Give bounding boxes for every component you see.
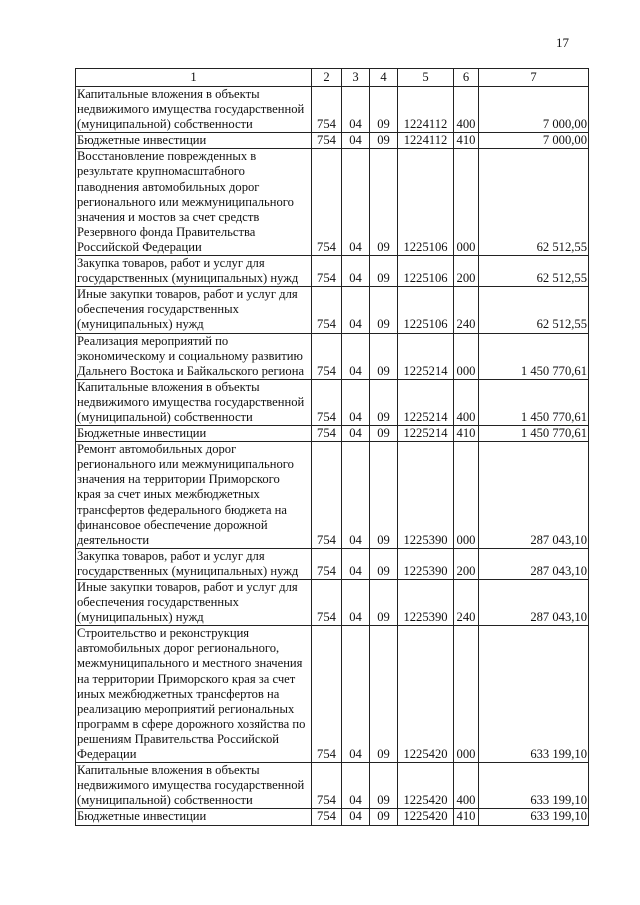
header-cell: 1 [76,69,312,87]
admin-code-cell: 754 [312,626,342,763]
table-row [76,763,589,809]
expense-type-cell: 410 [454,133,479,149]
section-cell: 04 [342,333,370,379]
page-number: 17 [556,35,569,50]
description-cell: Капитальные вложения в объекты недвижимого имущества государственной (муниципальной) собственности [76,87,312,133]
section-cell: 04 [342,426,370,442]
expense-type-cell: 000 [454,149,479,256]
section-cell: 04 [342,149,370,256]
subsection-cell: 09 [370,442,398,549]
amount-cell: 1 450 770,61 [479,333,589,379]
table-row [76,580,589,626]
subsection-cell: 09 [370,87,398,133]
expense-type-cell: 000 [454,442,479,549]
admin-code-cell: 754 [312,149,342,256]
expense-type-cell: 000 [454,626,479,763]
subsection-cell: 09 [370,256,398,287]
header-cell: 5 [398,69,454,87]
admin-code-cell: 754 [312,548,342,579]
target-article-cell: 1225106 [398,287,454,333]
section-cell: 04 [342,626,370,763]
subsection-cell: 09 [370,149,398,256]
amount-cell: 1 450 770,61 [479,379,589,425]
subsection-cell: 09 [370,626,398,763]
target-article-cell: 1224112 [398,87,454,133]
header-cell: 7 [479,69,589,87]
admin-code-cell: 754 [312,426,342,442]
description-cell: Иные закупки товаров, работ и услуг для обеспечения государственных (муниципальных) нужд [76,287,312,333]
amount-cell: 287 043,10 [479,548,589,579]
target-article-cell: 1225390 [398,442,454,549]
subsection-cell: 09 [370,763,398,809]
amount-cell: 7 000,00 [479,133,589,149]
admin-code-cell: 754 [312,809,342,825]
expense-type-cell: 410 [454,809,479,825]
amount-cell: 1 450 770,61 [479,426,589,442]
table-row [76,149,589,256]
admin-code-cell: 754 [312,580,342,626]
section-cell: 04 [342,256,370,287]
expense-type-cell: 400 [454,379,479,425]
section-cell: 04 [342,442,370,549]
admin-code-cell: 754 [312,133,342,149]
target-article-cell: 1225214 [398,426,454,442]
expense-type-cell: 000 [454,333,479,379]
table-row [76,442,589,549]
description-cell: Закупка товаров, работ и услуг для государственных (муниципальных) нужд [76,256,312,287]
table-row [76,133,589,149]
admin-code-cell: 754 [312,763,342,809]
header-cell: 2 [312,69,342,87]
description-cell: Капитальные вложения в объекты недвижимого имущества государственной (муниципальной) собственности [76,763,312,809]
subsection-cell: 09 [370,548,398,579]
target-article-cell: 1225106 [398,149,454,256]
description-cell: Строительство и реконструкция автомобильных дорог регионального, межмуниципального и местного значения на территории Приморского края за счет иных межбюджетных трансфертов на реализацию мероприятий региональных программ в сфере дорожного хозяйства по решениям Правительства Российской Федерации [76,626,312,763]
subsection-cell: 09 [370,379,398,425]
expense-type-cell: 200 [454,548,479,579]
section-cell: 04 [342,809,370,825]
table-header-row [76,69,589,87]
expense-type-cell: 200 [454,256,479,287]
admin-code-cell: 754 [312,379,342,425]
admin-code-cell: 754 [312,287,342,333]
budget-table [75,68,589,826]
target-article-cell: 1225214 [398,379,454,425]
admin-code-cell: 754 [312,333,342,379]
description-cell: Реализация мероприятий по экономическому и социальному развитию Дальнего Востока и Байкальского региона [76,333,312,379]
header-cell: 3 [342,69,370,87]
target-article-cell: 1225390 [398,580,454,626]
header-cell: 6 [454,69,479,87]
amount-cell: 7 000,00 [479,87,589,133]
description-cell: Бюджетные инвестиции [76,809,312,825]
amount-cell: 633 199,10 [479,626,589,763]
admin-code-cell: 754 [312,256,342,287]
amount-cell: 633 199,10 [479,763,589,809]
subsection-cell: 09 [370,133,398,149]
admin-code-cell: 754 [312,442,342,549]
target-article-cell: 1224112 [398,133,454,149]
target-article-cell: 1225214 [398,333,454,379]
amount-cell: 633 199,10 [479,809,589,825]
amount-cell: 287 043,10 [479,580,589,626]
target-article-cell: 1225420 [398,626,454,763]
expense-type-cell: 240 [454,287,479,333]
table-row [76,379,589,425]
section-cell: 04 [342,580,370,626]
table-row [76,333,589,379]
description-cell: Ремонт автомобильных дорог регионального или межмуниципального значения на территории Приморского края за счет иных межбюджетных трансфертов федерального бюджета на финансовое обеспечение дорожной деятельности [76,442,312,549]
section-cell: 04 [342,133,370,149]
subsection-cell: 09 [370,580,398,626]
section-cell: 04 [342,379,370,425]
table-row [76,87,589,133]
description-cell: Закупка товаров, работ и услуг для государственных (муниципальных) нужд [76,548,312,579]
table-row [76,426,589,442]
section-cell: 04 [342,87,370,133]
target-article-cell: 1225106 [398,256,454,287]
section-cell: 04 [342,287,370,333]
expense-type-cell: 400 [454,87,479,133]
header-cell: 4 [370,69,398,87]
expense-type-cell: 400 [454,763,479,809]
amount-cell: 287 043,10 [479,442,589,549]
table-row [76,287,589,333]
subsection-cell: 09 [370,426,398,442]
table-row [76,548,589,579]
description-cell: Бюджетные инвестиции [76,426,312,442]
target-article-cell: 1225420 [398,809,454,825]
target-article-cell: 1225420 [398,763,454,809]
amount-cell: 62 512,55 [479,256,589,287]
subsection-cell: 09 [370,287,398,333]
section-cell: 04 [342,763,370,809]
description-cell: Восстановление поврежденных в результате крупномасштабного паводнения автомобильных дорог регионального или межмуниципального значения и мостов за счет средств Резервного фонда Правительства Российской Федерации [76,149,312,256]
amount-cell: 62 512,55 [479,149,589,256]
expense-type-cell: 410 [454,426,479,442]
admin-code-cell: 754 [312,87,342,133]
subsection-cell: 09 [370,333,398,379]
expense-type-cell: 240 [454,580,479,626]
subsection-cell: 09 [370,809,398,825]
description-cell: Капитальные вложения в объекты недвижимого имущества государственной (муниципальной) собственности [76,379,312,425]
description-cell: Бюджетные инвестиции [76,133,312,149]
amount-cell: 62 512,55 [479,287,589,333]
target-article-cell: 1225390 [398,548,454,579]
table-row [76,626,589,763]
description-cell: Иные закупки товаров, работ и услуг для обеспечения государственных (муниципальных) нужд [76,580,312,626]
section-cell: 04 [342,548,370,579]
table-row [76,256,589,287]
table-row [76,809,589,825]
